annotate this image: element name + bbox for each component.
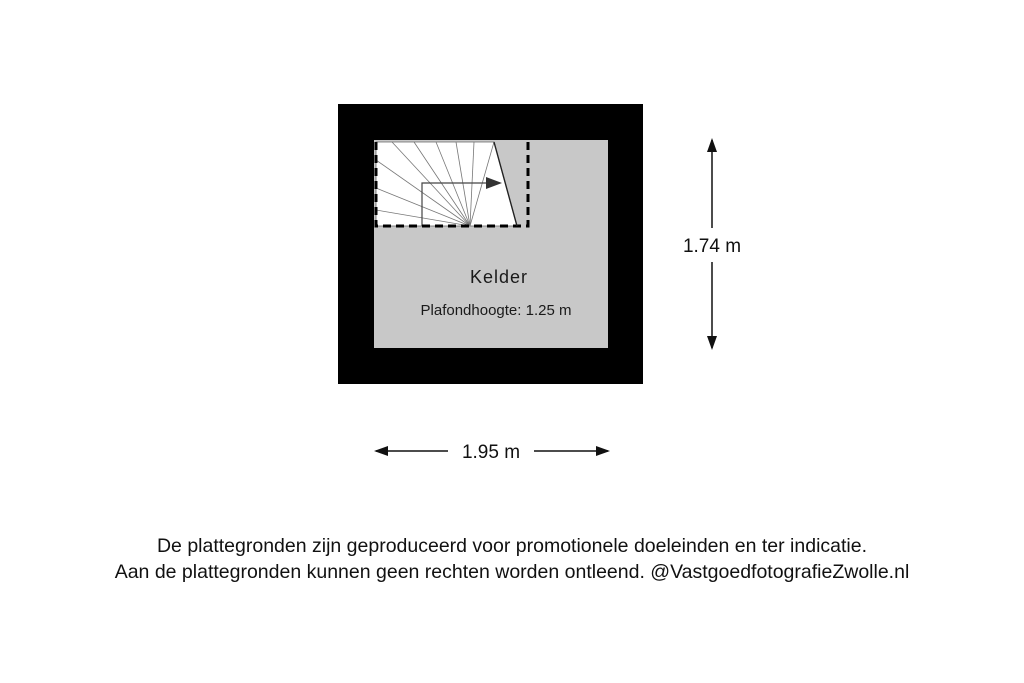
width-dimension bbox=[374, 442, 610, 463]
disclaimer-line-1: De plattegronden zijn geproduceerd voor promotionele doeleinden en ter indicatie. bbox=[156, 535, 868, 557]
room-name: Kelder bbox=[469, 267, 529, 287]
width-label: 1.95 m bbox=[461, 442, 521, 463]
height-label: 1.74 m bbox=[682, 236, 742, 257]
height-dimension bbox=[683, 138, 741, 350]
disclaimer bbox=[0, 533, 1024, 585]
ceiling-height-label: Plafondhoogte: 1.25 m bbox=[420, 302, 572, 319]
disclaimer-line-2: Aan de plattegronden kunnen geen rechten worden ontleend. @VastgoedfotografieZwolle.nl bbox=[114, 561, 910, 583]
